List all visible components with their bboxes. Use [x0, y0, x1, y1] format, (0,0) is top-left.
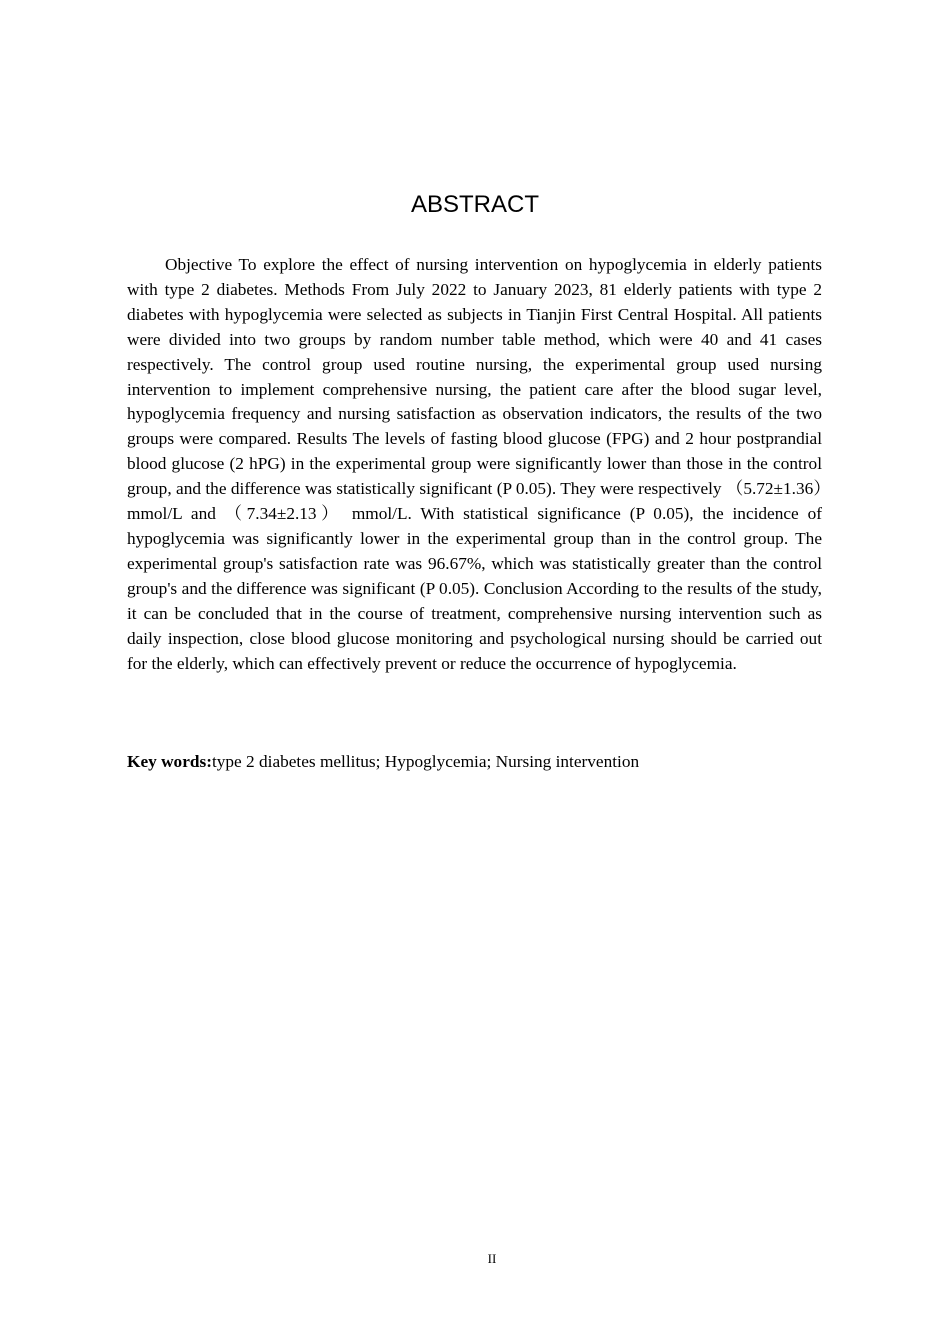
- abstract-title: ABSTRACT: [410, 191, 539, 218]
- keywords-line: [127, 750, 822, 775]
- keywords-text: type 2 diabetes mellitus; Hypoglycemia; Nursing intervention: [211, 752, 640, 771]
- keywords-label: Key words:: [127, 752, 212, 771]
- abstract-body: Objective To explore the effect of nursing intervention on hypoglycemia in elderly patients with type 2 diabetes. Methods From July 2022 to January 2023, 81 elderly patients with type 2 diabetes with hypoglycemia were selected as subjects in Tianjin First Central Hospital. All patients were divided into two groups by random number table method, which were 40 and 41 cases respectively. The control group used routine nursing, the experimental group used nursing intervention to implement comprehensive nursing, the patient care after the blood sugar level, hypoglycemia frequency and nursing satisfaction as observation indicators, the results of the two groups were compared. Results The levels of fasting blood glucose (FPG) and 2 hour postprandial blood glucose (2 hPG) in the experimental group were significantly lower than those in the control group, and the difference was statistically significant (P 0.05). They were respectively （5.72±1.36）mmol/L and （7.34±2.13） mmol/L. With statistical significance (P 0.05), the incidence of hypoglycemia was significantly lower in the experimental group than in the control group. The experimental group's satisfaction rate was 96.67%, which was statistically greater than the control group's and the difference was significant (P 0.05). Conclusion According to the results of the study, it can be concluded that in the course of treatment, comprehensive nursing intervention such as daily inspection, close blood glucose monitoring and psychological nursing should be carried out for the elderly, which can effectively prevent or reduce the occurrence of hypoglycemia.: [127, 255, 822, 673]
- page-number: II: [487, 1251, 497, 1266]
